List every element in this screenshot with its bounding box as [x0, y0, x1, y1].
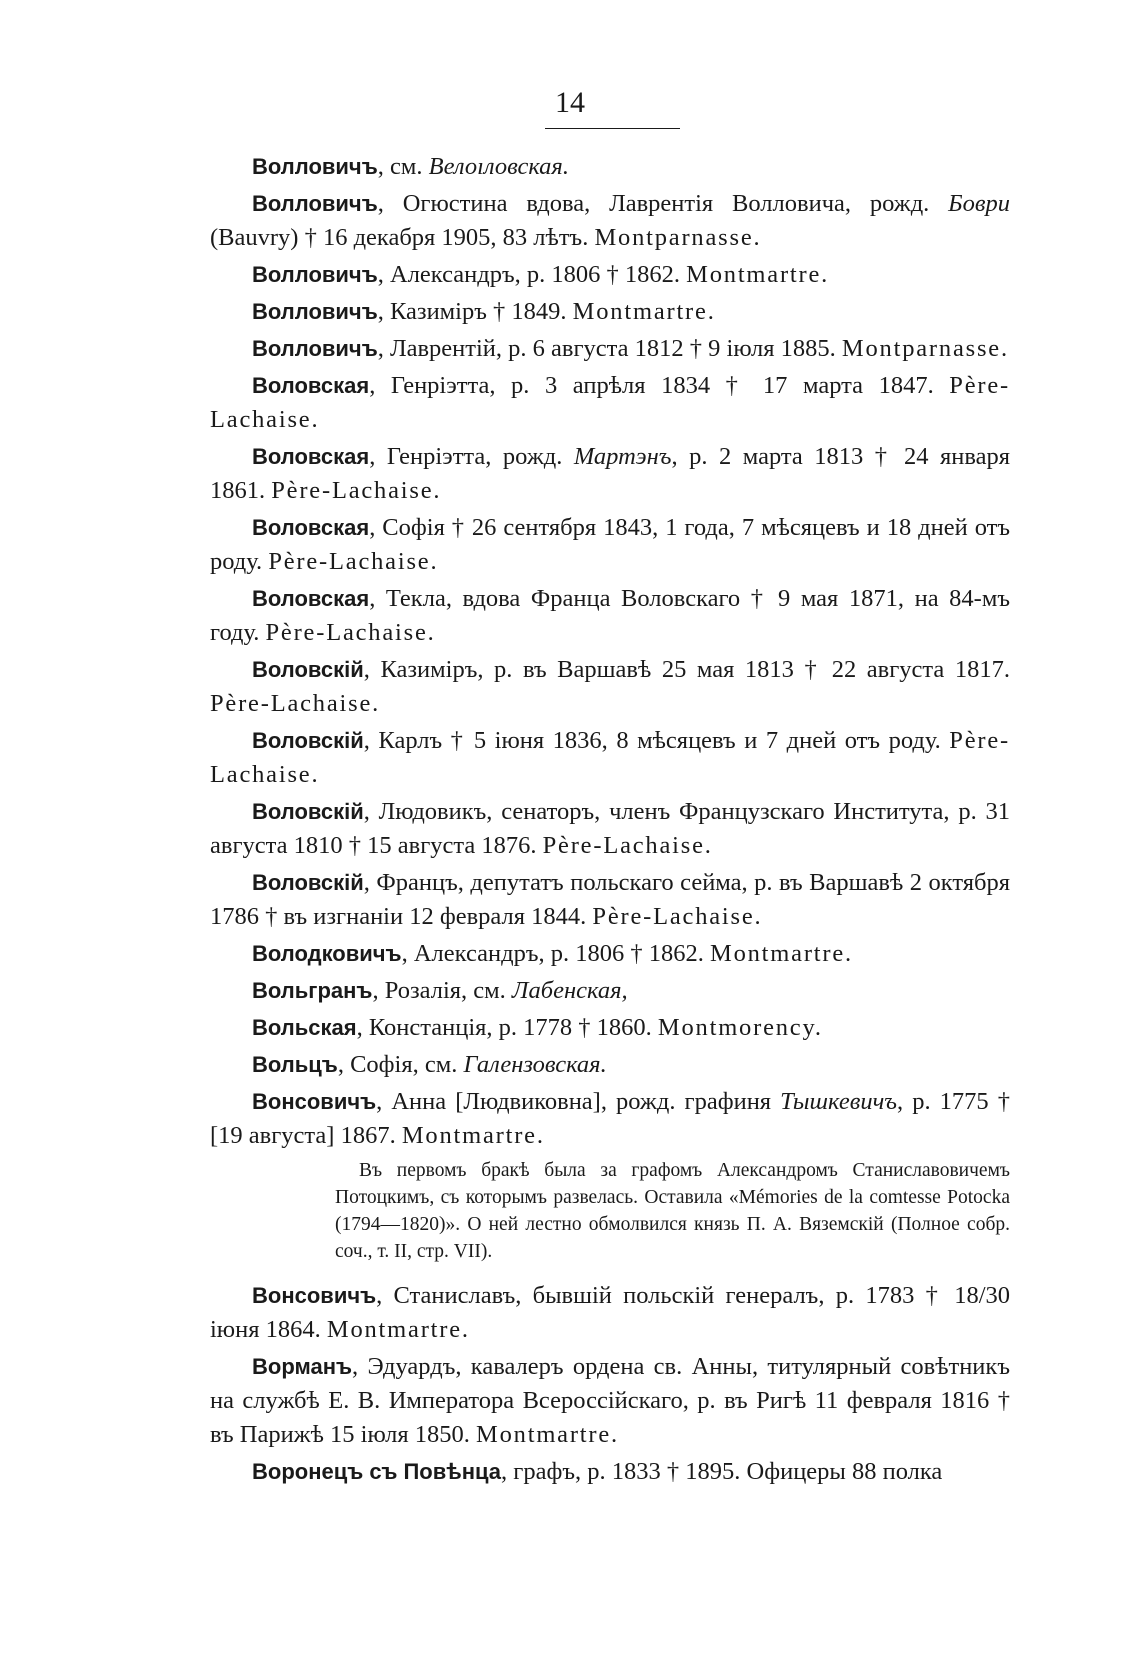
entry-name: Вольская: [252, 1015, 357, 1040]
entry-name: Воловская: [252, 373, 370, 398]
entry-name: Вольцъ: [252, 1052, 338, 1077]
entry-italic: Лабенская,: [511, 977, 628, 1004]
entry-text: , см.: [377, 153, 429, 180]
entry-cemetery: Père-Lachaise.: [210, 690, 381, 717]
entry-cemetery: Père-Lachaise.: [210, 727, 1010, 788]
entry: [210, 653, 1010, 721]
entry-cemetery: Père-Lachaise.: [265, 619, 436, 646]
entry-name: Воловская: [252, 515, 370, 540]
entry-text: , Александръ, р. 1806 † 1862.: [401, 940, 710, 967]
entry: [210, 511, 1010, 579]
entry-text: , Лаврентій, р. 6 августа 1812 † 9 іюля 1885.: [377, 335, 842, 362]
entry-name: Волловичъ: [252, 154, 378, 179]
entry-cemetery: Montmartre.: [476, 1421, 619, 1448]
entry: [210, 724, 1010, 792]
entry: [210, 974, 1010, 1008]
entry-name: Вонсовичъ: [252, 1089, 377, 1114]
entry-text: , Казиміръ † 1849.: [377, 298, 573, 325]
entry-cemetery: Père-Lachaise.: [210, 372, 1010, 433]
entry-name: Воловская: [252, 444, 370, 469]
entry-italic: Боври: [948, 190, 1010, 217]
entry: [210, 1455, 1010, 1489]
entry-text: , Огюстина вдова, Лаврентія Волловича, рожд.: [377, 190, 949, 217]
entry-cemetery: Père-Lachaise.: [542, 832, 713, 859]
entry-text: , Казиміръ, р. въ Варшавѣ 25 мая 1813 † 22 августа 1817.: [363, 656, 1010, 683]
entry-note: Въ первомъ бракѣ была за графомъ Александромъ Станиславовичемъ Потоцкимъ, съ которымъ развелась. Оставила «Mémories de la comtesse Potocka (1794—1820)». О ней лестно обмолвился князь П. А. Вяземскій (Полное собр. соч., т. II, стр. VII).: [335, 1160, 1010, 1262]
entry-text: , Эдуардъ, кавалеръ ордена св. Анны, титулярный совѣтникъ на службѣ Е. В. Императора Всероссійскаго, р. въ Ригѣ 11 февраля 1816 † въ Парижѣ 15 іюля 1850.: [210, 1353, 1010, 1448]
entry-text: , р. 2 марта 1813 † 24 января 1861.: [210, 443, 1010, 504]
entry-name: Воловскій: [252, 870, 364, 895]
entry: [210, 1085, 1010, 1153]
entry-italic: Мартэнъ: [573, 443, 672, 470]
entry-cemetery: Père-Lachaise.: [592, 903, 763, 930]
entry: [210, 1279, 1010, 1347]
entry-text: , Людовикъ, сенаторъ, членъ Французскаго Института, р. 31 августа 1810 † 15 августа 1876.: [210, 798, 1010, 859]
entry-cemetery: Montmartre.: [401, 1122, 545, 1149]
entry-text: , Генріэтта, р. 3 апрѣля 1834 † 17 марта 1847.: [369, 372, 950, 399]
entry-cemetery: Montparnasse.: [594, 224, 762, 251]
entry-text: (Bauvry) † 16 декабря 1905, 83 лѣтъ.: [210, 224, 595, 251]
page-number: 14: [555, 86, 585, 119]
entry: [210, 1048, 1010, 1082]
entry-text: , р. 1775 † [19 августа] 1867.: [210, 1088, 1010, 1149]
entry: [210, 258, 1010, 292]
entry: [210, 150, 1010, 184]
entry-italic: Тышкевичъ: [780, 1088, 897, 1115]
entry-text: , Францъ, депутатъ польскаго сейма, р. въ Варшавѣ 2 октября 1786 † въ изгнаніи 12 февраля 1844.: [210, 869, 1010, 930]
entry: [210, 866, 1010, 934]
entry-list: [210, 150, 1010, 1492]
entry-text: , Карлъ † 5 іюня 1836, 8 мѣсяцевъ и 7 дней отъ роду.: [363, 727, 950, 754]
entry-name: Володковичъ: [252, 941, 402, 966]
entry-name: Вольгранъ: [252, 978, 373, 1003]
entry-name: Вонсовичъ: [252, 1283, 377, 1308]
entry-cemetery: Montmartre.: [686, 261, 830, 288]
entry-name: Волловичъ: [252, 299, 378, 324]
entry-name: Ворманъ: [252, 1354, 353, 1379]
entry-cemetery: Montmartre.: [572, 298, 716, 325]
entry: [210, 937, 1010, 971]
entry-name: Воронецъ съ Повѣнца: [252, 1459, 502, 1484]
entry: [210, 1011, 1010, 1045]
entry-name: Волловичъ: [252, 336, 378, 361]
entry-cemetery: Montparnasse.: [841, 335, 1009, 362]
entry-text: , Генріэтта, рожд.: [369, 443, 574, 470]
entry-cemetery: Montmartre.: [710, 940, 853, 967]
entry-name: Воловская: [252, 586, 370, 611]
entry-text: , Анна [Людвиковна], рожд. графиня: [376, 1088, 781, 1115]
entry-cemetery: Père-Lachaise.: [271, 477, 442, 504]
entry: [210, 332, 1010, 366]
entry-italic: Галензовская.: [463, 1051, 607, 1078]
entry-text: , Констанція, р. 1778 † 1860.: [356, 1014, 658, 1041]
entry: [210, 1350, 1010, 1452]
entry-text: , Александръ, р. 1806 † 1862.: [377, 261, 687, 288]
entry-name: Воловскій: [252, 728, 364, 753]
entry-name: Волловичъ: [252, 191, 378, 216]
entry: [210, 295, 1010, 329]
entry-cemetery: Montmartre.: [326, 1316, 470, 1343]
entry-text: , Станиславъ, бывшій польскій генералъ, р. 1783 † 18/30 іюня 1864.: [210, 1282, 1010, 1343]
entry-text: , Розалія, см.: [372, 977, 512, 1004]
entry: [210, 795, 1010, 863]
entry: [210, 582, 1010, 650]
entry-italic: Велоıловская.: [428, 153, 569, 180]
entry-cemetery: Montmorency.: [657, 1014, 823, 1041]
entry: [210, 187, 1010, 255]
entry-text: , Софія † 26 сентября 1843, 1 года, 7 мѣсяцевъ и 18 дней отъ роду.: [210, 514, 1010, 575]
entry-text: , Текла, вдова Франца Воловскаго † 9 мая 1871, на 84-мъ году.: [210, 585, 1010, 646]
entry-name: Воловскій: [252, 657, 364, 682]
page-number-rule: [545, 128, 680, 129]
entry: [210, 369, 1010, 437]
entry-text: , графъ, р. 1833 † 1895. Офицеры 88 полка: [501, 1458, 943, 1485]
entry-text: , Софія, см.: [337, 1051, 464, 1078]
entry-cemetery: Père-Lachaise.: [268, 548, 439, 575]
entry-name: Волловичъ: [252, 262, 378, 287]
entry: [210, 440, 1010, 508]
entry-name: Воловскій: [252, 799, 364, 824]
